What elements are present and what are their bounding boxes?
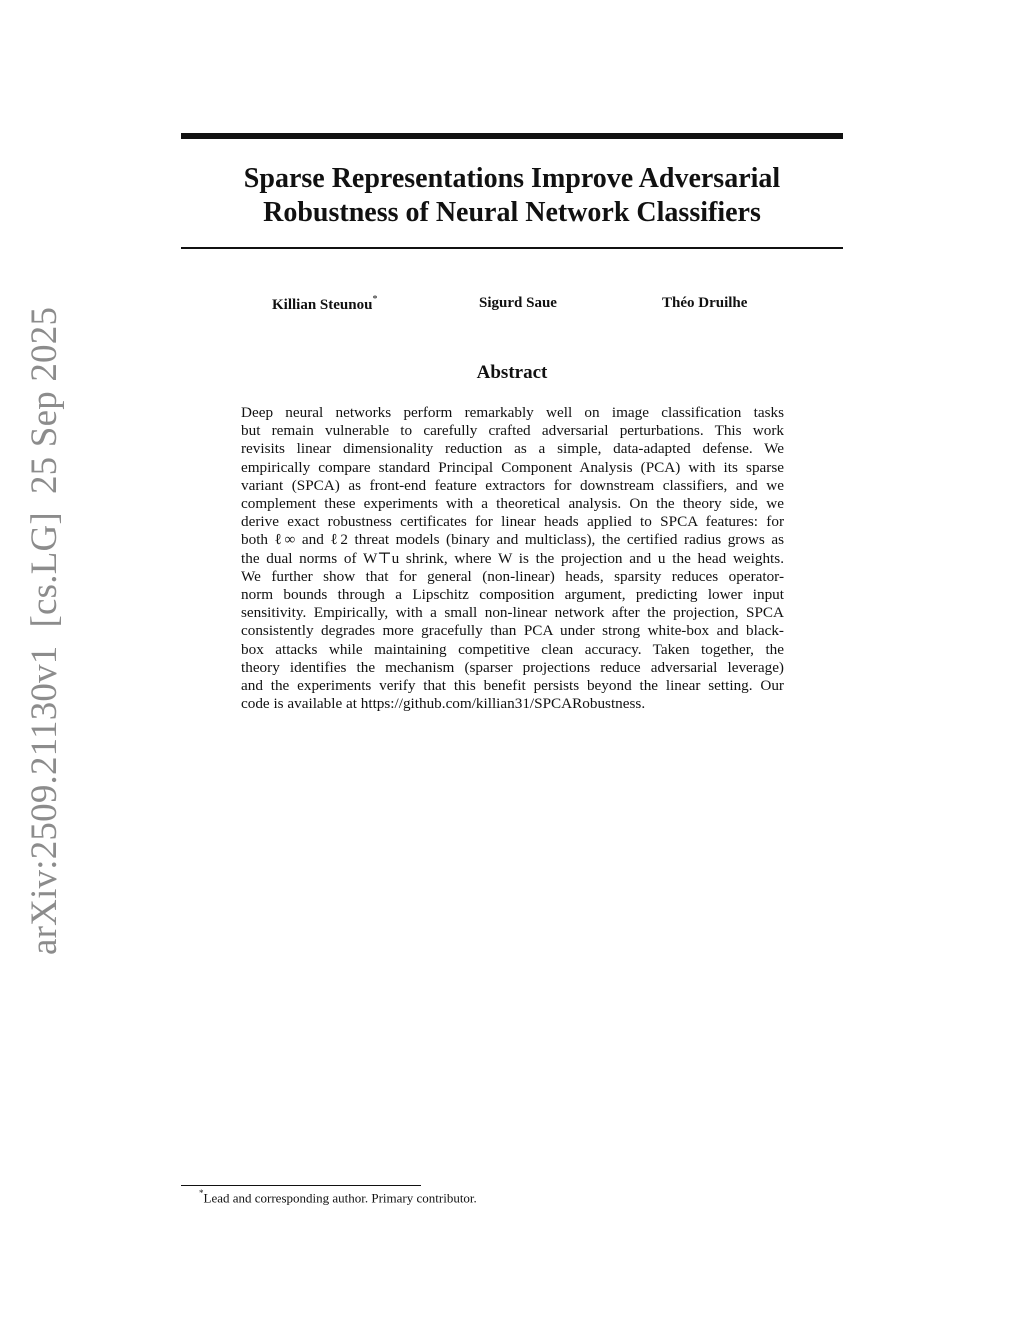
author-footnote-mark: * [372, 294, 378, 305]
author-name: Killian Steunou [272, 297, 373, 313]
title-top-rule [181, 133, 843, 139]
abstract-line: norm bounds through a Lipschitz composition argument, predicting lower input [241, 586, 784, 604]
abstract-line: consistently degrades more gracefully than PCA under strong white-box and black- [241, 622, 784, 640]
abstract-body [241, 404, 784, 713]
abstract-line: complement these experiments with a theoretical analysis. On the theory side, we [241, 495, 784, 513]
abstract-line: derive exact robustness certificates for linear heads applied to SPCA features: for [241, 513, 784, 531]
abstract-line: theory identifies the mechanism (sparser projections reduce adversarial leverage) [241, 658, 784, 676]
arxiv-identifier-sidebar [26, 307, 63, 955]
arxiv-date: 25 Sep 2025 [24, 306, 65, 495]
author-2: Sigurd Saue [479, 295, 557, 311]
abstract-heading: Abstract [476, 362, 548, 383]
abstract-line-last: code is available at https://github.com/killian31/SPCARobustness. [241, 695, 646, 713]
author-1 [272, 295, 377, 314]
footnote-rule [181, 1185, 421, 1186]
abstract-line: both ℓ∞ and ℓ2 threat models (binary and multiclass), the certified radius grows as [241, 531, 784, 549]
abstract-line: and the experiments verify that this benefit persists beyond the linear setting. Our [241, 677, 784, 695]
footnote [199, 1189, 477, 1206]
abstract-line: empirically compare standard Principal Component Analysis (PCA) with its sparse [241, 458, 784, 476]
abstract-line: the dual norms of W⊤u shrink, where W is the projection and u the head weights. [241, 549, 784, 567]
paper-title [181, 162, 843, 230]
footnote-mark: * [199, 1188, 204, 1198]
paper-title-line-1: Sparse Representations Improve Adversarial [243, 163, 781, 194]
title-bottom-rule [181, 247, 843, 249]
author-list [181, 295, 843, 315]
abstract-line: revisits linear dimensionality reduction as a simple, data-adapted defense. We [241, 440, 784, 458]
abstract-line: box attacks while maintaining competitive clean accuracy. Taken together, the [241, 640, 784, 658]
abstract-line: but remain vulnerable to carefully crafted adversarial perturbations. This work [241, 422, 784, 440]
paper-title-line-2: Robustness of Neural Network Classifiers [263, 197, 761, 228]
abstract-line: Deep neural networks perform remarkably well on image classification tasks [241, 404, 784, 421]
arxiv-id: arXiv:2509.21130v1 [24, 645, 65, 955]
footnote-text: Lead and corresponding author. Primary contributor. [203, 1190, 477, 1206]
abstract-line: sensitivity. Empirically, with a small non-linear network after the projection, SPCA [241, 604, 784, 622]
author-3: Théo Druilhe [662, 295, 748, 311]
arxiv-category: [cs.LG] [24, 512, 65, 628]
abstract-line: We further show that for general (non-linear) heads, sparsity reduces operator- [241, 567, 784, 585]
abstract-line: variant (SPCA) as front-end feature extractors for downstream classifiers, and we [241, 476, 784, 494]
